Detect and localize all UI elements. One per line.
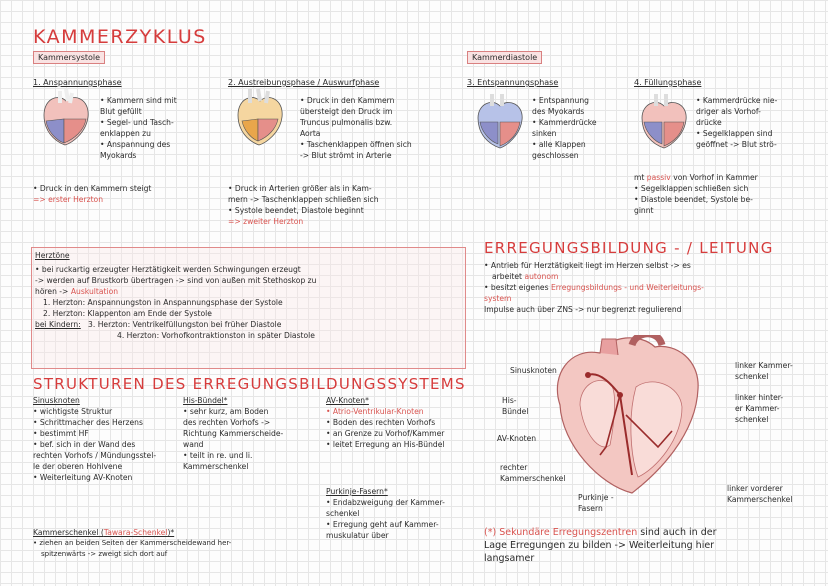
- phase3-heading: 3. Entspannungsphase: [467, 78, 559, 87]
- phase2-heading: 2. Austreibungsphase / Auswurfphase: [228, 78, 380, 87]
- kammerdiastole-label: Kammerdiastole: [467, 51, 542, 64]
- phase1-text: • Kammern sind mit Blut gefüllt • Segel- und Tasch- enklappen zu • Anspannung des Myokards: [100, 96, 177, 160]
- page-title: KAMMERZYKLUS: [33, 26, 207, 48]
- phase2-text: • Druck in den Kammern übersteigt den Druck im Truncus pulmonalis bzw. Aorta • Taschenklappen öffnen sich -> Blut strömt in Arterie: [300, 96, 412, 160]
- phase4-heading: 4. Füllungsphase: [634, 78, 702, 87]
- label-sinusknoten: Sinusknoten: [510, 366, 557, 375]
- av-section: AV-Knoten* • Atrio-Ventrikular-Knoten • Boden des rechten Vorhofs • an Grenze zu Vorhof/Kammer • leitet Erregung an His-Bündel: [326, 396, 445, 449]
- his-section: His-Bündel* • sehr kurz, am Boden des rechten Vorhofs -> Richtung Kammerscheide- wand • teilt in re. und li. Kammerschenkel: [183, 396, 284, 471]
- kammersystole-label: Kammersystole: [33, 51, 105, 64]
- label-rechter-kammerschenkel: rechter Kammerschenkel: [500, 463, 566, 483]
- label-his: His- Bündel: [502, 396, 529, 416]
- label-linker-vorderer: linker vorderer Kammerschenkel: [727, 484, 793, 504]
- herztoene-text: • bei ruckartig erzeugter Herztätigkeit werden Schwingungen erzeugt -> werden auf Brustkorb übertragen -> sind von außen mit Stethoskop zu hören -> Auskultation 1. Herzton: Anspannungston in Anspannungsphase der Systole 2. Herzton: Klappenton am Ende der Systole bei Kindern: 3. Herzton: Ventrikelfüllungston bei früher Diastole 4. Herzton: Vorhofkontraktionston in später Diastole: [35, 265, 317, 340]
- phase4-bottom: mt passiv von Vorhof in Kammer • Segelklappen schließen sich • Diastole beendet, Systole be- ginnt: [634, 173, 758, 215]
- label-linker-hinterer: linker hinter- er Kammer- schenkel: [735, 393, 784, 424]
- phase3-text: • Entspannung des Myokards • Kammerdrücke sinken • alle Klappen geschlossen: [532, 96, 597, 160]
- purkinje-section: Purkinje-Fasern* • Endabzweigung der Kammer- schenkel • Erregung geht auf Kammer- muskulatur über: [326, 487, 445, 540]
- heart-phase1-icon: [34, 87, 96, 149]
- strukturen-title: STRUKTUREN DES ERREGUNGSBILDUNGSSYSTEMS: [33, 375, 466, 393]
- footnote: (*) Sekundäre Erregungszentren sind auch in der Lage Erregungen zu bilden -> Weiterleitung hier langsamer: [484, 527, 717, 564]
- phase4-text: • Kammerdrücke nie- driger als Vorhof- drücke • Segelklappen sind geöffnet -> Blut strö-: [696, 96, 778, 149]
- erregung-title: ERREGUNGSBILDUNG - / LEITUNG: [484, 239, 774, 257]
- conduction-heart-diagram: [540, 335, 710, 500]
- sinusknoten-section: Sinusknoten • wichtigste Struktur • Schrittmacher des Herzens • bestimmt HF • bef. sich in der Wand des rechten Vorhofs / Mündungsstel- le der oberen Hohlvene • Weiterleitung AV-Knoten: [33, 396, 157, 482]
- heart-phase2-icon: [228, 87, 290, 149]
- kammerschenkel-section: Kammerschenkel (Tawara-Schenkel)* • ziehen an beiden Seiten der Kammerscheidewand her- spitzenwärts -> zweigt sich dort auf: [33, 528, 232, 558]
- phase2-bottom: • Druck in Arterien größer als in Kam- mern -> Taschenklappen schließen sich • Systole beendet, Diastole beginnt => zweiter Herzton: [228, 184, 379, 226]
- heart-phase4-icon: [634, 92, 694, 152]
- phase1-bottom: • Druck in den Kammern steigt => erster Herzton: [33, 184, 152, 204]
- phase1-heading: 1. Anspannungsphase: [33, 78, 122, 87]
- label-av: AV-Knoten: [497, 434, 537, 443]
- label-linker-kammerschenkel: linker Kammer- schenkel: [735, 361, 793, 381]
- label-purkinje: Purkinje - Fasern: [578, 493, 614, 513]
- erregung-text: • Antrieb für Herztätigkeit liegt im Herzen selbst -> es arbeitet autonom • besitzt eigenes Erregungsbildungs - und Weiterleitungs- system Impulse auch über ZNS -> nur begrenzt regulierend: [484, 261, 704, 314]
- heart-phase3-icon: [470, 92, 530, 152]
- herztoene-label: Herztöne: [35, 251, 70, 260]
